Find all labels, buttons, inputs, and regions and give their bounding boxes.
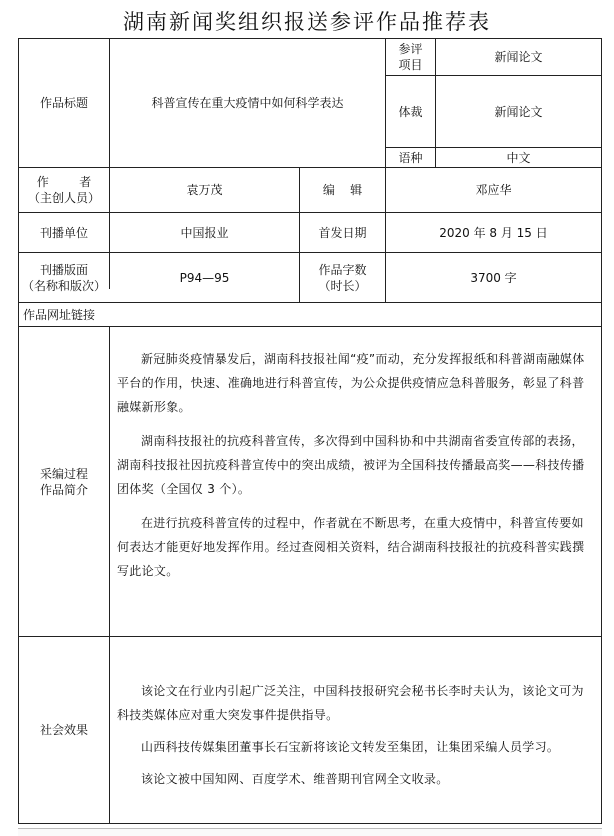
col-line [109, 326, 110, 823]
layout-value: P94—95 [179, 270, 230, 285]
language-value: 中文 [506, 150, 531, 165]
language-label: 语种 [398, 150, 423, 165]
editor-value: 邓应华 [475, 183, 512, 197]
effect-paragraph: 山西科技传媒集团董事长石宝新将该论文转发至集团，让集团采编人员学习。 [141, 740, 560, 754]
author-value: 袁万茂 [186, 183, 223, 197]
publisher-value: 中国报业 [180, 225, 229, 240]
word-count-value: 3700 字 [470, 270, 517, 285]
publisher-label: 刊播单位 [39, 225, 88, 240]
work-title-value: 科普宣传在重大疫情中如何科学表达 [151, 96, 344, 110]
work-title-label: 作品标题 [39, 96, 88, 110]
intro-paragraph: 在进行抗疫科普宣传的过程中，作者就在不断思考，在重大疫情中，科普宣传要如何表达才能更好地发挥作用。经过查阅相关资料，结合湖南科技报社的抗疫科普实践撰写此论文。 [117, 516, 585, 578]
effect-paragraph: 该论文被中国知网、百度学术、维普期刊官网全文收录。 [141, 772, 449, 786]
intro-text [117, 347, 587, 583]
effect-text [117, 679, 587, 791]
first-date-label: 首发日期 [318, 225, 367, 240]
link-label: 作品网址链接 [23, 307, 96, 322]
effect-paragraph: 该论文在行业内引起广泛关注，中国科技报研究会秘书长李时夫认为，该论文可为科技类媒体应对重大突发事件提供指导。 [117, 684, 584, 722]
form-title: 湖南新闻奖组织报送参评作品推荐表 [123, 10, 491, 34]
author-label: 作 者 （主创人员） [27, 175, 100, 205]
intro-paragraph: 新冠肺炎疫情暴发后，湖南科技报社闻“疫”而动，充分发挥报纸和科普湖南融媒体平台的作用，快速、准确地进行科普宣传，为公众提供疫情应急科普服务，彰显了科普融媒新形象。 [117, 352, 585, 414]
genre-label: 体裁 [398, 104, 423, 119]
intro-label: 采编过程 作品简介 [39, 466, 88, 497]
category-value: 新闻论文 [494, 50, 543, 64]
form-table [18, 38, 602, 824]
intro-paragraph: 湖南科技报社的抗疫科普宣传，多次得到中国科协和中共湖南省委宣传部的表扬，湖南科技报社因抗疫科普宣传中的突出成绩，被评为全国科技传播最高奖——科技传播团体奖（全国仅 3 个）。 [117, 434, 585, 496]
category-label: 参评 项目 [398, 42, 423, 72]
editor-label: 编 辑 [322, 183, 363, 197]
first-date-value: 2020 年 8 月 15 日 [439, 225, 548, 240]
effect-label: 社会效果 [39, 723, 88, 737]
layout-label: 刊播版面 （名称和版次） [21, 262, 106, 293]
genre-value: 新闻论文 [494, 104, 543, 119]
link-value[interactable] [110, 303, 601, 326]
word-count-label: 作品字数 （时长） [318, 262, 367, 293]
